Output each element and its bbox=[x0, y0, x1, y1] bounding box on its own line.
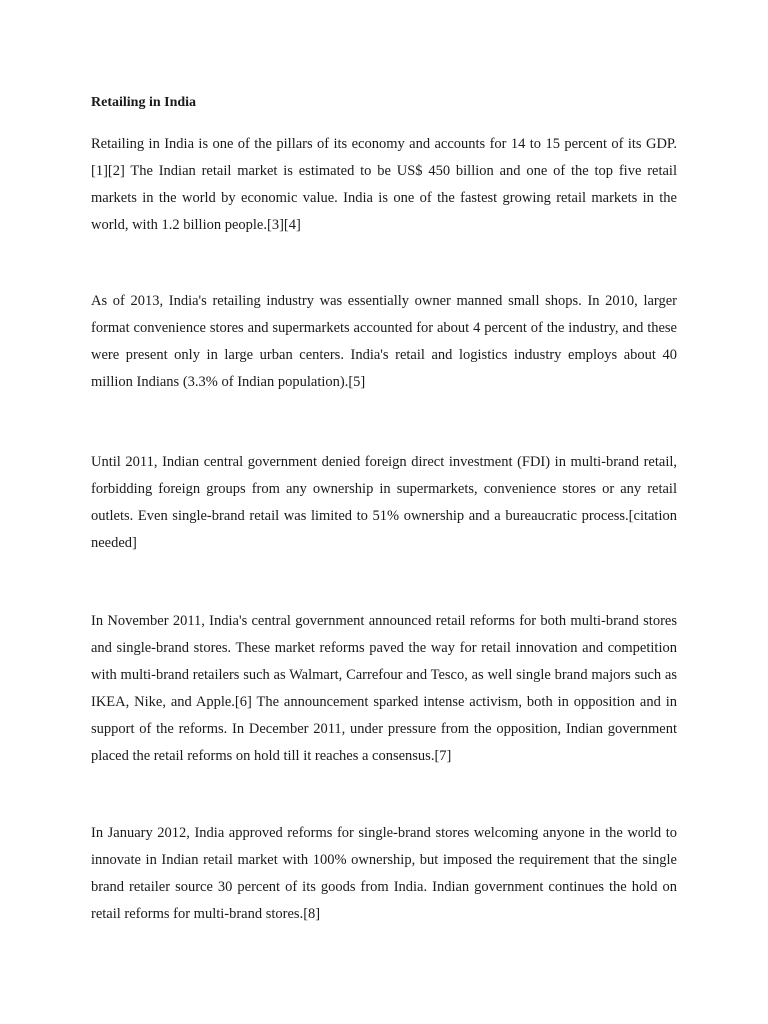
paragraph-november-2011-reforms: In November 2011, India's central government announced retail reforms for both multi-brand stores and single-brand stores. These market reforms paved the way for retail innovation and competition with multi-brand retailers such as Walmart, Carrefour and Tesco, as well single brand majors such as IKEA, Nike, and Apple.[6] The announcement sparked intense activism, both in opposition and in support of the reforms. In December 2011, under pressure from the opposition, Indian government placed the retail reforms on hold till it reaches a consensus.[7] bbox=[91, 613, 677, 764]
paragraph-retail-overview: Retailing in India is one of the pillars of its economy and accounts for 14 to 15 percent of its GDP.[1][2] The Indian retail market is estimated to be US$ 450 billion and one of the top five retail markets in the world by economic value. India is one of the fastest growing retail markets in the world, with 1.2 billion people.[3][4] bbox=[91, 136, 677, 233]
paragraph-january-2012-reforms: In January 2012, India approved reforms for single-brand stores welcoming anyone in the world to innovate in Indian retail market with 100% ownership, but imposed the requirement that the single brand retailer source 30 percent of its goods from India. Indian government continues the hold on retail reforms for multi-brand stores.[8] bbox=[91, 825, 677, 922]
document-title: Retailing in India bbox=[91, 95, 197, 110]
paragraph-fdi-restrictions: Until 2011, Indian central government denied foreign direct investment (FDI) in multi-brand retail, forbidding foreign groups from any ownership in supermarkets, convenience stores or any retail outlets. Even single-brand retail was limited to 51% ownership and a bureaucratic process.[citation needed] bbox=[91, 454, 677, 551]
paragraph-retail-industry-2013: As of 2013, India's retailing industry was essentially owner manned small shops. In 2010, larger format convenience stores and supermarkets accounted for about 4 percent of the industry, and these were present only in large urban centers. India's retail and logistics industry employs about 40 million Indians (3.3% of Indian population).[5] bbox=[91, 293, 677, 390]
